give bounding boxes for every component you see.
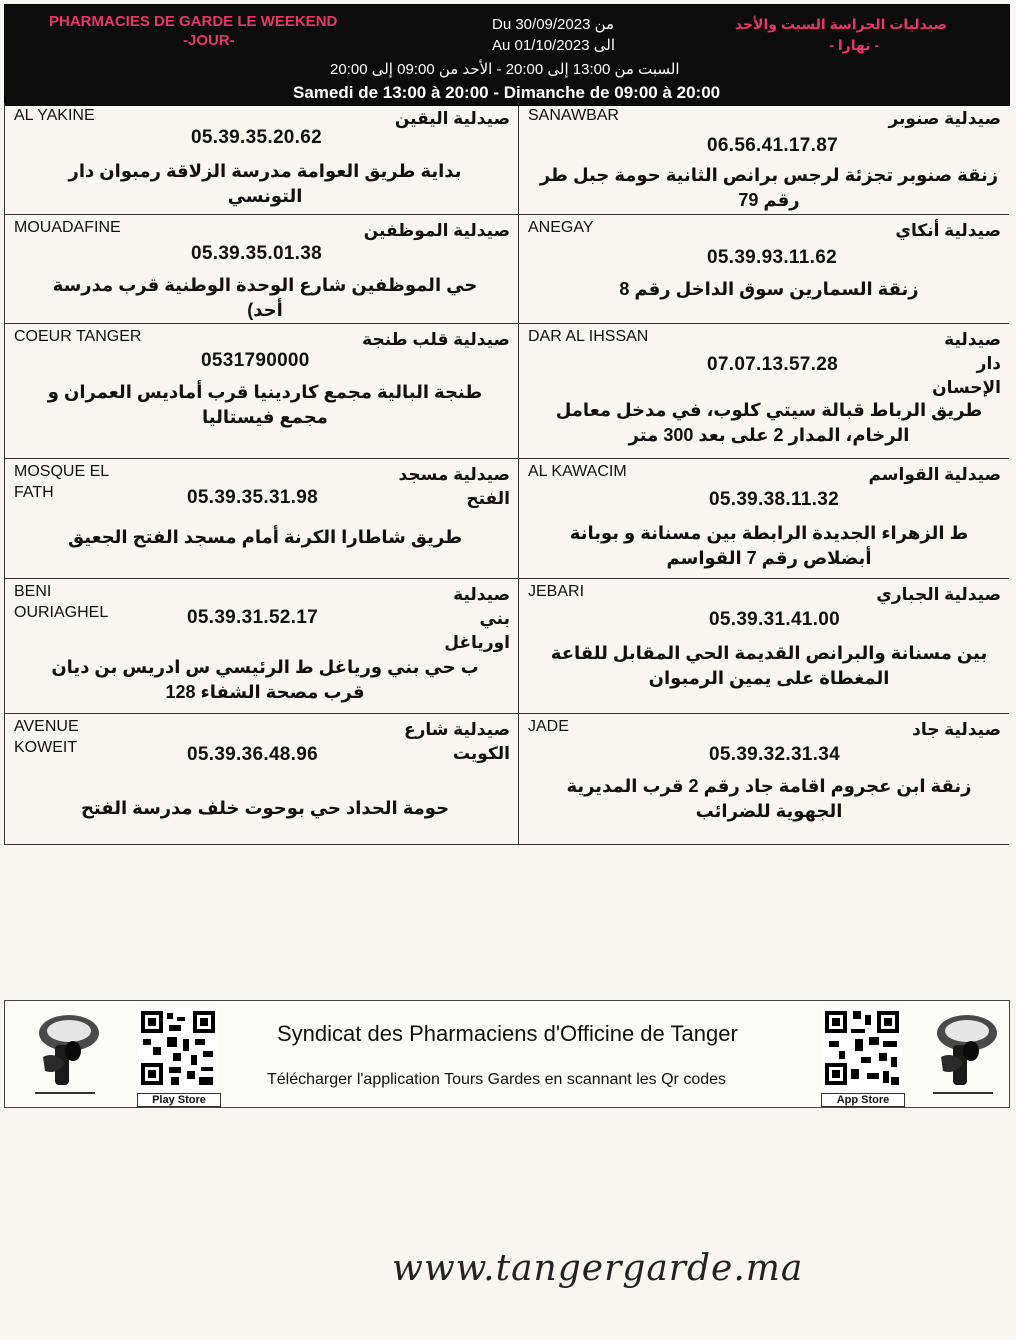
pharmacy-phone: 05.39.32.31.34 — [709, 744, 840, 765]
pharmacy-logo-icon — [25, 1005, 105, 1101]
app-store-label[interactable]: App Store — [821, 1093, 905, 1107]
pharmacy-address: ب حي بني ورياغل ط الرئيسي س ادريس بن ديان قرب مصحة الشفاء 128 — [51, 657, 479, 702]
pharmacy-address: زنقة صنوبر تجزئة لرجس برانص الثانية حومة جبل طر رقم 79 — [539, 165, 999, 210]
pharmacy-name-fr: ANEGAY — [528, 219, 594, 236]
header-ar-title: صيدليات الحراسة السبت والأحد — [734, 16, 947, 32]
pharmacy-card — [5, 579, 519, 713]
pharmacy-phone: 05.39.31.41.00 — [709, 609, 840, 630]
pharmacy-address: طريق الرباط قبالة سيتي كلوب، في مدخل معامل الرخام، المدار 2 على بعد 300 متر — [555, 400, 983, 445]
pharmacy-row — [5, 459, 1009, 579]
pharmacy-phone: 05.39.35.20.62 — [191, 127, 322, 148]
header-fr-hours: Samedi de 13:00 à 20:00 - Dimanche de 09:00 à 20:00 — [293, 83, 721, 102]
pharmacy-card — [5, 324, 519, 458]
pharmacy-card — [519, 579, 1009, 713]
pharmacy-name-fr: AL KAWACIM — [528, 463, 627, 480]
header-ar-hours: السبت من 13:00 إلى 20:00 - الأحد من 09:00 إلى 20:00 — [330, 61, 680, 78]
pharmacy-name-ar: صيدلية القواسم — [868, 465, 1001, 484]
pharmacy-name-ar: صيدلية مسجد الفتح — [398, 465, 510, 508]
pharmacy-row — [5, 215, 1009, 324]
pharmacy-address: زنقة ابن عجروم اقامة جاد رقم 2 قرب المديرية الجهوية للضرائب — [566, 776, 972, 821]
pharmacy-address: حومة الحداد حي بوحوت خلف مدرسة الفتح — [80, 798, 450, 818]
pharmacy-card — [5, 714, 519, 844]
header-date-to: Au 01/10/2023 الى — [492, 37, 616, 54]
pharmacy-grid — [4, 103, 1009, 845]
pharmacy-name-ar: صيدلية قلب طنجة — [362, 330, 510, 349]
pharmacy-phone: 05.39.35.31.98 — [187, 487, 318, 508]
pharmacy-card — [519, 103, 1009, 214]
pharmacy-card — [519, 714, 1009, 844]
qr-code-icon[interactable] — [137, 1007, 219, 1089]
pharmacy-logo-icon — [923, 1005, 1003, 1101]
pharmacy-phone: 05.39.38.11.32 — [709, 489, 839, 510]
pharmacy-phone: 07.07.13.57.28 — [707, 354, 838, 375]
pharmacy-card — [5, 103, 519, 214]
pharmacy-card — [519, 459, 1009, 578]
pharmacy-name-ar: صيدلية أنكاي — [895, 221, 1001, 240]
footer-banner — [4, 1000, 1010, 1108]
website-url[interactable]: www.tangergarde.ma — [392, 1248, 804, 1289]
pharmacy-phone: 0531790000 — [201, 350, 310, 371]
pharmacy-name-ar: صيدلية الجباري — [876, 585, 1001, 604]
pharmacy-name-ar: صيدلية بني اورياغل — [444, 585, 510, 652]
header-date-from: Du 30/09/2023 من — [492, 16, 615, 33]
pharmacy-address: زنقة السمارين سوق الداخل رقم 8 — [619, 279, 919, 299]
pharmacy-name-ar: صيدلية دار الإحسان — [932, 330, 1001, 397]
pharmacy-name-fr: AL YAKINE — [14, 107, 95, 124]
pharmacy-address: حي الموظفين شارع الوحدة الوطنية قرب مدرسة أحد) — [52, 275, 478, 320]
pharmacy-phone: 06.56.41.17.87 — [707, 135, 838, 156]
header-fr-subtitle: -JOUR- — [183, 32, 235, 49]
pharmacy-name-ar: صيدلية اليقين — [394, 109, 510, 128]
pharmacy-phone: 05.39.31.52.17 — [187, 607, 318, 628]
pharmacy-name-fr: BENI OURIAGHEL — [14, 583, 109, 621]
header-ar-subtitle: - نهارا - — [829, 37, 879, 53]
pharmacy-row — [5, 324, 1009, 459]
qr-code-icon[interactable] — [821, 1007, 903, 1089]
pharmacy-card — [5, 459, 519, 578]
pharmacy-name-fr: SANAWBAR — [528, 107, 619, 124]
pharmacy-card — [519, 215, 1009, 323]
pharmacy-row — [5, 103, 1009, 215]
pharmacy-name-fr: MOSQUE EL FATH — [14, 463, 109, 501]
pharmacy-address: بين مسنانة والبرانص القديمة الحي المقابل للقاعة المغطاة على يمين الرمبوان — [550, 643, 988, 688]
pharmacy-card — [5, 215, 519, 323]
pharmacy-row — [5, 579, 1009, 714]
pharmacy-name-ar: صيدلية الموظفين — [363, 221, 510, 240]
pharmacy-name-fr: JEBARI — [528, 583, 585, 600]
footer-title: Syndicat des Pharmaciens d'Officine de Tanger — [277, 1021, 738, 1046]
pharmacy-address: طنجة البالية مجمع كاردينيا قرب أماديس العمران و مجمع فيستاليا — [47, 382, 483, 427]
pharmacy-name-fr: DAR AL IHSSAN — [528, 328, 649, 345]
pharmacy-name-ar: صيدلية شارع الكويت — [403, 720, 510, 763]
pharmacy-address: بداية طريق العوامة مدرسة الزلاقة رمبوان دار التونسي — [68, 161, 462, 206]
pharmacy-name-ar: صيدلية جاد — [912, 720, 1001, 739]
header-fr-title: PHARMACIES DE GARDE LE WEEKEND — [49, 13, 338, 30]
pharmacy-phone: 05.39.93.11.62 — [707, 247, 837, 268]
pharmacy-name-fr: MOUADAFINE — [14, 219, 121, 236]
pharmacy-card — [519, 324, 1009, 458]
pharmacy-name-fr: JADE — [528, 718, 569, 735]
header-banner — [4, 4, 1010, 106]
pharmacy-phone: 05.39.35.01.38 — [191, 243, 322, 264]
pharmacy-phone: 05.39.36.48.96 — [187, 744, 318, 765]
footer-subtitle: Télécharger l'application Tours Gardes en scannant les Qr codes — [267, 1071, 727, 1088]
pharmacy-row — [5, 714, 1009, 845]
pharmacy-name-fr: AVENUE KOWEIT — [14, 718, 79, 756]
pharmacy-name-ar: صيدلية صنوبر — [888, 109, 1001, 128]
pharmacy-name-fr: COEUR TANGER — [14, 328, 142, 345]
play-store-label[interactable]: Play Store — [137, 1093, 221, 1107]
pharmacy-address: ط الزهراء الجديدة الرابطة بين مسنانة و بوبانة أبضلاص رقم 7 القواسم — [569, 523, 969, 568]
pharmacy-address: طريق شاطارا الكرنة أمام مسجد الفتح الجعيق — [67, 527, 463, 547]
